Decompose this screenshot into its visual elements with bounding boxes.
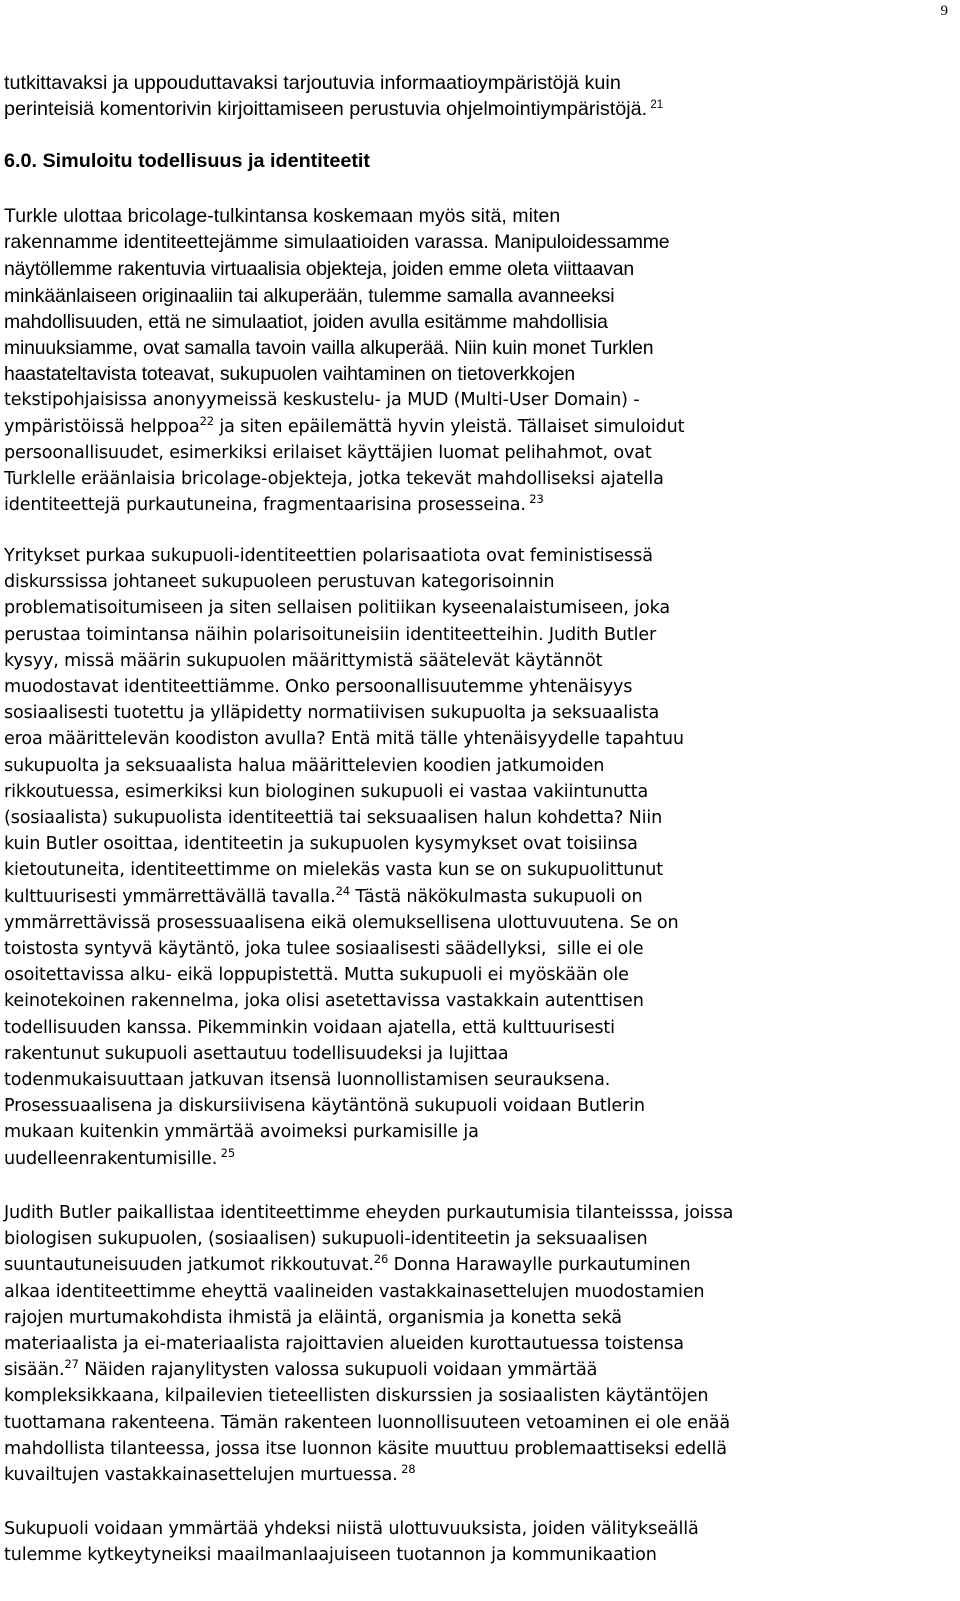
text-line: suuntautuneisuuden jatkumot rikkoutuvat.$^{26}$ Donna Harawaylle purkautuminen [4,1252,691,1276]
text-line: minuuksiamme, ovat samalla tavoin vailla alkuperää. Niin kuin monet Turklen [4,337,654,360]
footnote-ref[interactable]: 26 [373,1252,389,1267]
footnote-ref[interactable]: 21 [650,99,664,111]
text-line: (sosiaalista) sukupuolista identiteettiä tai seksuaalisen halun kohdetta? Niin [4,808,663,829]
text-line: eroa määrittelevän koodiston avulla? Entä mitä tälle yhtenäisyydelle tapahtuu [4,729,684,750]
text-line: kompleksikkaana, kilpailevien tieteellisten diskurssien ja sosiaalisten käytäntöjen [4,1386,709,1407]
paragraph-haraway-boundaries [4,1200,954,1488]
text-line: kulttuurisesti ymmärrettävällä tavalla.$^{24}$ Tästä näkökulmasta sukupuoli on [4,883,643,907]
text-line: uudelleenrakentumisille. $^{25}$ [4,1145,236,1169]
text-line: problematisoitumiseen ja siten sellaisen politiikan kyseenalaistumiseen, joka [4,598,670,619]
paragraph-butler-gender [4,543,954,1172]
text-line: diskurssissa johtaneet sukupuoleen perustuvan kategorisoinnin [4,572,555,593]
text-line: keinotekoinen rakennelma, joka olisi asetettavissa vastakkain autenttisen [4,991,644,1012]
text-line: rakennamme identiteettejämme simulaatioiden varassa. Manipuloidessamme [4,231,670,254]
paragraph-simulation-identity [4,203,954,518]
text-line: mahdollista tilanteessa, jossa itse luonnon käsite muuttuu problemaattiseksi edellä [4,1438,727,1459]
page-number: 9 [940,3,948,19]
text-line: materiaalista ja ei-materiaalista rajoittavien alueiden kurottautuessa toistensa [4,1334,684,1355]
text-line: kuvailtujen vastakkainasettelujen murtuessa. $^{28}$ [4,1462,416,1486]
text-line: rikkoutuessa, esimerkiksi kun biologinen sukupuoli ei vastaa vakiintunutta [4,781,649,802]
text-line: muodostavat identiteettiämme. Onko persoonallisuutemme yhtenäisyys [4,677,633,698]
text-line: rajojen murtumakohdista ihmistä ja eläintä, organismia ja konetta sekä [4,1307,622,1328]
text-line: Prosessuaalisena ja diskursiivisena käytäntönä sukupuoli voidaan Butlerin [4,1096,645,1117]
text-line: persoonallisuudet, esimerkiksi erilaiset käyttäjien luomat pelihahmot, ovat [4,442,652,463]
footnote-ref[interactable]: 28 [401,1462,416,1477]
text-line: perustaa toimintansa näihin polarisoituneisiin identiteetteihin. Judith Butler [4,624,657,645]
text-line: osoitettavissa alku- eikä loppupistettä. Mutta sukupuoli ei myöskään ole [4,965,629,986]
text-line: sukupuolta ja seksuaalista halua määrittelevien koodien jatkumoiden [4,755,605,776]
text-line: todellisuuden kanssa. Pikemminkin voidaan ajatella, että kulttuurisesti [4,1017,615,1038]
text-line: identiteettejä purkautuneina, fragmentaarisina prosesseina. $^{23}$ [4,492,544,516]
text-line: ymmärrettävissä prosessuaalisena eikä olemuksellisena ulottuvuutena. Se on [4,912,679,933]
paragraph-global-production [4,1516,954,1568]
text-line: Yritykset purkaa sukupuoli-identiteettien polarisaatiota ovat feministisessä [4,546,653,566]
text-line: Turkle ulottaa bricolage-tulkintansa koskemaan myös sitä, miten [4,205,561,227]
section-heading: 6.0. Simuloitu todellisuus ja identiteetit [4,150,371,172]
footnote-ref[interactable]: 23 [529,492,544,507]
text-line: kuin Butler osoittaa, identiteetin ja sukupuolen kysymykset ovat toisiinsa [4,834,638,855]
text-line: alkaa identiteettimme eheyttä vaalineiden vastakkainasettelujen muodostamien [4,1281,705,1302]
intro-paragraph [4,70,954,122]
text-line: Sukupuoli voidaan ymmärtää yhdeksi niistä ulottuvuuksista, joiden välitykseällä [4,1519,699,1539]
text-line: sosiaalisesti tuotettu ja ylläpidetty normatiivisen sukupuolta ja seksuaalista [4,703,660,724]
text-line: tekstipohjaisissa anonyymeissä keskustelu- ja MUD (Multi-User Domain) - [4,390,640,411]
text-line: biologisen sukupuolen, (sosiaalisen) sukupuoli-identiteetin ja seksuaalisen [4,1229,648,1250]
text-line: ympäristöissä helppoa$^{22}$ ja siten epäilemättä hyvin yleistä. Tällaiset simuloidut [4,413,685,437]
footnote-ref[interactable]: 22 [199,413,214,428]
text-line: perinteisiä komentorivin kirjoittamiseen perustuvia ohjelmointiympäristöjä. $^{21}$ [4,98,664,120]
text-line: Turklelle eräänlaisia bricolage-objekteja, jotka tekevät mahdolliseksi ajatella [4,469,664,490]
text-line: minkäänlaiseen originaaliin tai alkuperään, tulemme samalla avanneeksi [4,284,615,307]
text-line: toistosta syntyvä käytäntö, joka tulee sosiaalisesti säädellyksi, sille ei ole [4,939,644,960]
footnote-ref[interactable]: 25 [220,1145,236,1160]
text-line: Judith Butler paikallistaa identiteettimme eheyden purkautumisia tilanteisssa, joissa [4,1203,734,1223]
text-line: näytöllemme rakentuvia virtuaalisia objekteja, joiden emme oleta viittaavan [4,258,635,281]
text-line: rakentunut sukupuoli asettautuu todellisuudeksi ja lujittaa [4,1043,509,1064]
footnote-ref[interactable]: 27 [64,1357,79,1372]
text-line: todenmukaisuuttaan jatkuvan itsensä luonnollistamisen seurauksena. [4,1070,611,1091]
text-line: tuottamana rakenteena. Tämän rakenteen luonnollisuuteen vetoaminen ei ole enää [4,1412,730,1433]
text-line: haastateltavista toteavat, sukupuolen vaihtaminen on tietoverkkojen [4,363,575,386]
text-line: sisään.$^{27}$ Näiden rajanylitysten valossa sukupuoli voidaan ymmärtää [4,1357,598,1381]
text-line: tutkittavaksi ja uppouduttavaksi tarjoutuvia informaatioympäristöjä kuin [4,72,621,94]
text-line: tulemme kytkeytyneiksi maailmanlaajuiseen tuotannon ja kommunikaation [4,1545,657,1566]
text-line: kietoutuneita, identiteettimme on mielekäs vasta kun se on sukupuolittunut [4,860,664,881]
text-line: mukaan kuitenkin ymmärtää avoimeksi purkamisille ja [4,1122,479,1143]
text-line: kysyy, missä määrin sukupuolen määrittymistä säätelevät käytännöt [4,650,603,671]
footnote-ref[interactable]: 24 [335,883,350,898]
text-line: mahdollisuuden, että ne simulaatiot, joiden avulla esitämme mahdollisia [4,310,608,333]
